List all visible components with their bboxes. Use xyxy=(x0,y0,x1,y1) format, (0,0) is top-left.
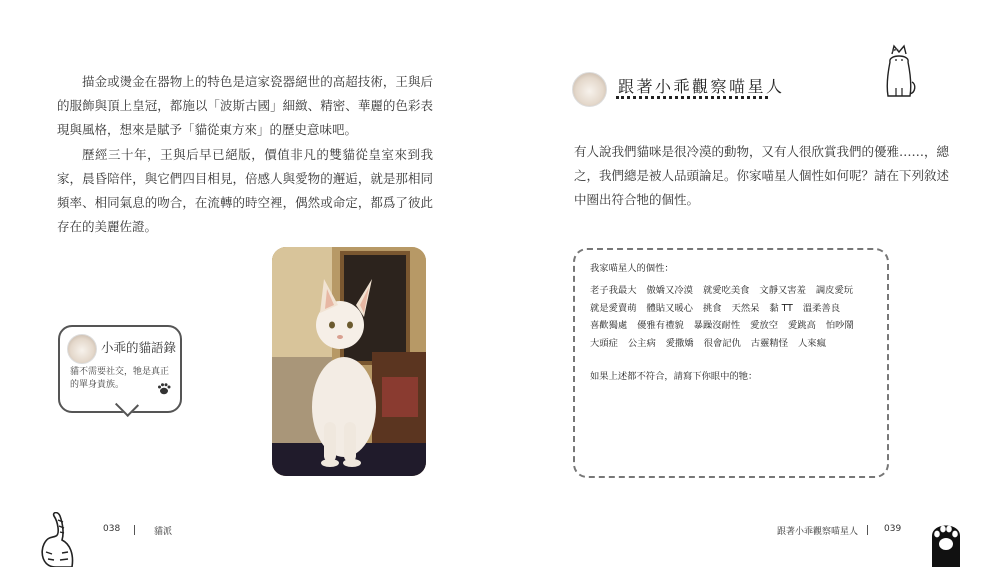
trait-option: 就愛吃美食 xyxy=(702,285,750,296)
personality-card-content xyxy=(590,260,880,382)
trait-option: 優雅有禮貌 xyxy=(637,320,684,331)
trait-option: 調皮愛玩 xyxy=(815,285,854,296)
paragraph: 描金或燙金在器物上的特色是這家瓷器絕世的高超技術，王與后的服飾與頂上皇冠，都施以「波斯古國」細緻、精密、華麗的色彩表現與風格，想來是賦予「貓從東方來」的歷史意味吧。 xyxy=(57,74,433,138)
right-page-number: 039 xyxy=(884,524,902,534)
trait-row xyxy=(590,335,880,353)
trait-option: 挑食 xyxy=(702,302,722,314)
footer-divider xyxy=(134,525,135,535)
right-footer-section: 跟著小乖觀察喵星人 xyxy=(777,527,859,537)
trait-option: 天然呆 xyxy=(731,302,760,314)
cat-tail-illustration-icon xyxy=(38,512,76,571)
trait-option: 愛撒嬌 xyxy=(665,337,694,349)
cat-photo xyxy=(272,247,426,476)
trait-option: 很會記仇 xyxy=(703,337,741,349)
left-footer-section: 貓派 xyxy=(154,527,173,537)
card-prompt: 如果上述都不符合，請寫下你眼中的牠： xyxy=(590,371,758,382)
trait-option: 大頭症 xyxy=(590,337,618,349)
trait-row xyxy=(590,317,880,335)
white-cat-photo-illustration xyxy=(272,247,426,476)
trait-option: 暴躁沒耐性 xyxy=(693,320,741,331)
intro-text: 有人說我們貓咪是很冷漠的動物，又有人很欣賞我們的優雅……，總之，我們總是被人品頭論足。你家喵星人個性如何呢？請在下列敘述中圈出符合牠的個性。 xyxy=(574,144,950,207)
trait-option: 公主病 xyxy=(627,337,656,349)
trait-option: 喜歡獨處 xyxy=(590,320,628,331)
trait-option: 體貼又暖心 xyxy=(646,302,693,314)
trait-option: 文靜又害羞 xyxy=(759,285,806,296)
cat-avatar xyxy=(67,334,97,364)
cat-avatar xyxy=(572,72,607,107)
left-page-number: 038 xyxy=(103,524,121,534)
title-dotted-underline xyxy=(616,96,768,99)
trait-row xyxy=(590,282,880,300)
trait-option: 傲嬌又冷漠 xyxy=(646,285,693,296)
trait-option: 溫柔善良 xyxy=(802,302,841,314)
trait-option: 就是愛賣萌 xyxy=(590,302,637,314)
paw-print-icon xyxy=(157,380,171,399)
footer-divider xyxy=(867,525,868,535)
trait-option: 黏 TT xyxy=(769,302,793,314)
cat-paw-icon xyxy=(928,514,964,571)
section-title: 跟著小乖觀察喵星人 xyxy=(618,77,785,96)
paragraph: 歷經三十年，王與后早已絕版，價值非凡的雙貓從皇室來到我家，晨昏陪伴，與它們四目相見，倍感人與愛物的邂逅，就是那相同頻率、相同氣息的吻合，在流轉的時空裡，偶然或命定，都爲了彼此存在的美麗佐證。 xyxy=(57,146,433,235)
card-title: 我家喵星人的個性： xyxy=(590,263,674,274)
trait-row xyxy=(590,300,880,318)
speech-bubble-title: 小乖的貓語錄 xyxy=(101,340,177,355)
trait-option: 人來瘋 xyxy=(797,337,826,349)
left-body-text xyxy=(57,70,433,239)
trait-option: 怕吵鬧 xyxy=(825,320,854,331)
speech-bubble-body: 貓不需要社交，牠是真正的單身貴族。 xyxy=(70,367,170,390)
trait-option: 愛跳高 xyxy=(787,320,816,331)
sitting-cat-illustration-icon xyxy=(882,44,916,106)
trait-option: 古靈精怪 xyxy=(750,337,788,349)
trait-option: 愛放空 xyxy=(750,320,779,331)
trait-option: 老子我最大 xyxy=(590,285,637,296)
